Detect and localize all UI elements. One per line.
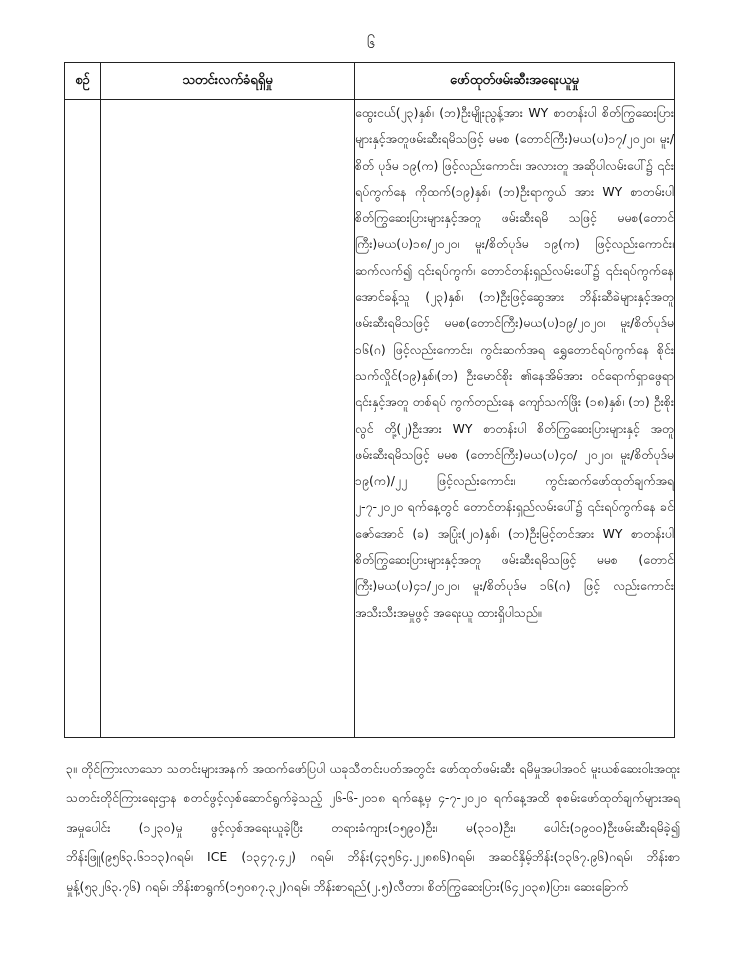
column-header-action: ဖော်ထုတ်ဖမ်းဆီးအရေးယူမှု bbox=[355, 63, 675, 100]
table-row bbox=[65, 100, 675, 738]
records-table bbox=[64, 62, 675, 738]
cell-info bbox=[101, 100, 355, 738]
cell-no bbox=[65, 100, 101, 738]
cell-action: ထွေးငယ်(၂၃)နှစ်၊ (ဘ)ဦးမျိုးညွန့်အား WY စာတန်းပါ စိတ်ကြွဆေးပြားများနှင့်အတူဖမ်းဆီးရမိသဖြင့် မမစ (တောင်ကြီး)မယ(ပ)၁၇/၂၀၂၀၊ မူး/စိတ် ပုဒ်မ ၁၉(က) ဖြင့်လည်းကောင်း၊ အလားတူ အဆိုပါလမ်းပေါ်၌ ၎င်း ရပ်ကွက်နေ ကိုထက်(၁၉)နှစ်၊ (ဘ)ဦးရာကွယ် အား WY စာတမ်းပါ စိတ်ကြွဆေးပြားများနှင့်အတူ ဖမ်းဆီးရမိ သဖြင့် မမစ(တောင်ကြီး)မယ(ပ)၁၈/၂၀၂၀၊ မူး/စိတ်ပုဒ်မ ၁၉(က) ဖြင့်လည်းကောင်း၊ ဆက်လက်၍ ၎င်းရပ်ကွက်၊ တောင်တန်းရှည်လမ်းပေါ်၌ ၎င်းရပ်ကွက်နေ အောင်ခန့်သူ (၂၃)နှစ်၊ (ဘ)ဦးဖြင့်ဆွေအား ဘိန်းဆီခဲများနှင့်အတူ ဖမ်းဆီးရမိသဖြင့် မမစ(တောင်ကြီး)မယ(ပ)၁၉/၂၀၂၀၊ မူး/စိတ်ပုဒ်မ ၁၆(ဂ) ဖြင့်လည်းကောင်း၊ ကွင်းဆက်အရ ရွှေတောင်ရပ်ကွက်နေ စိုင်းသက်လှိုင်(၁၉)နှစ်၊(ဘ) ဦးမောင်စိုး ၏နေအိမ်အား ဝင်ရောက်ရှာဖွေရာ ၎င်းနှင့်အတူ တစ်ရပ် ကွက်တည်းနေ ကျော်သက်ဖြိုး (၁၈)နှစ်၊ (ဘ) ဦးစိုးလွင် တို့(၂)ဦးအား WY စာတန်းပါ စိတ်ကြွဆေးပြားများနှင့် အတူ ဖမ်းဆီးရမိသဖြင့် မမစ (တောင်ကြီး)မယ(ပ)၄၀/ ၂၀၂၀၊ မူး/စိတ်ပုဒ်မ ၁၉(က)/၂၂ ဖြင့်လည်းကောင်း၊ ကွင်းဆက်ဖော်ထုတ်ချက်အရ ၂-၇-၂၀၂၀ ရက်နေ့တွင် တောင်တန်းရှည်လမ်းပေါ်၌ ၎င်းရပ်ကွက်နေ ခင်ဇော်အောင် (ခ) အပြုံး(၂၀)နှစ်၊ (ဘ)ဦးမြင့်တင်အား WY စာတန်းပါ စိတ်ကြွဆေးပြားများနှင့်အတူ ဖမ်းဆီးရမိသဖြင့် မမစ (တောင်ကြီး)မယ(ပ)၄၁/၂၀၂၀၊ မူး/စိတ်ပုဒ်မ ၁၆(ဂ) ဖြင့် လည်းကောင်း အသီးသီးအမှုဖွင့် အရေးယူ ထားရှိပါသည်။ bbox=[355, 100, 675, 738]
page-number: ၆ bbox=[366, 34, 376, 52]
column-header-no: စဉ် bbox=[65, 63, 101, 100]
column-header-info: သတင်းလက်ခံရရှိမှု bbox=[101, 63, 355, 100]
table-header-row bbox=[65, 63, 675, 100]
summary-paragraph: ၃။ တိုင်ကြားလာသော သတင်းများအနက် အထက်ဖော်ပြပါ ယခုသီတင်းပတ်အတွင်း ဖော်ထုတ်ဖမ်းဆီး ရမိမှုအပါအဝင် မူးယစ်ဆေးဝါးအထူးသတင်းတိုင်ကြားရေးဌာန စတင်ဖွင့်လှစ်ဆောင်ရွက်ခဲ့သည့် ၂၆-၆-၂၀၁၈ ရက်နေ့မှ ၄-၇-၂၀၂၀ ရက်နေ့အထိ စုစမ်းဖော်ထုတ်ချက်များအရ အမှုပေါင်း (၁၂၃၀)မှု ဖွင့်လှစ်အရေးယူခဲ့ပြီး တရားခံကျား(၁၅၉၀)ဦး၊ မ(၃၁၀)ဦး၊ ပေါင်း(၁၉၀၀)ဦးဖမ်းဆီးရမိခဲ့၍ ဘိန်းဖြူ(၉၅၆၃.၆၁၁၃)ဂရမ်၊ ICE (၁၃၄၇.၄၂) ဂရမ်၊ ဘိန်း(၄၃၅၆၄.၂၂၈၈၆)ဂရမ်၊ အဆင်နှိမ့်ဘိန်း(၁၃၆၇.၉၆)ဂရမ်၊ ဘိန်းစာမှုန့်(၅၃၂၆၃.၇၆) ဂရမ်၊ ဘိန်းစာရွက်(၁၅၀၈၇.၃၂)ဂရမ်၊ ဘိန်းစာရည်(၂.၅)လီတာ၊ စိတ်ကြွဆေးပြား(၆၄၂၀၃၈)ပြား၊ ဆေးခြောက် bbox=[66, 761, 680, 894]
